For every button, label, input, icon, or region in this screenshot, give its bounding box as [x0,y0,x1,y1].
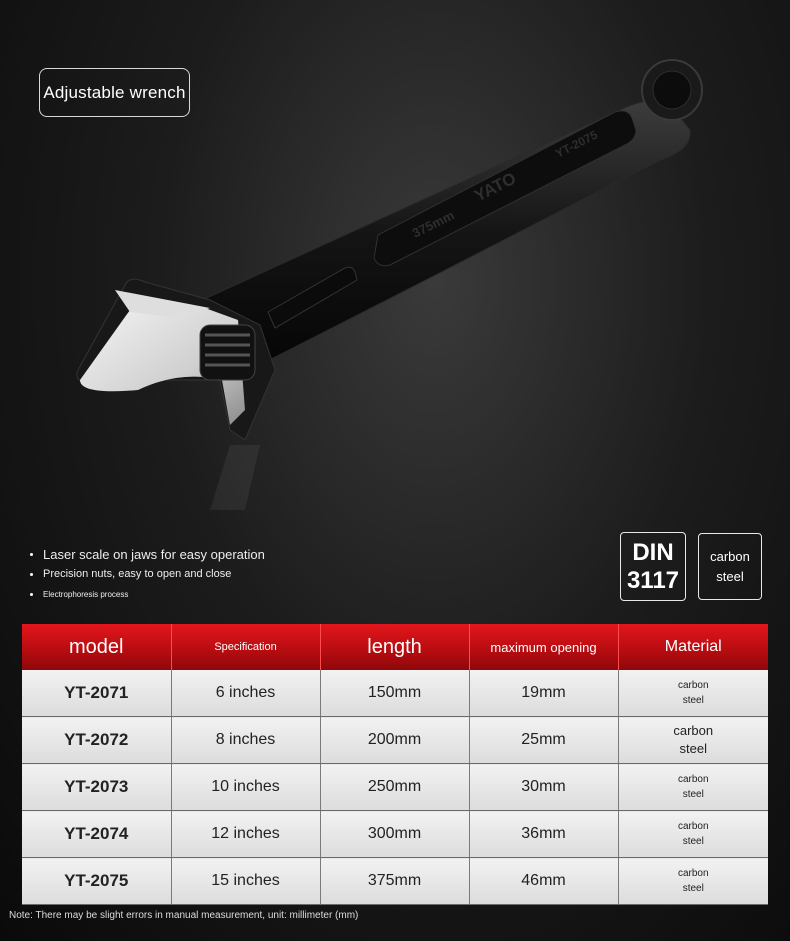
material-line2: steel [716,568,744,584]
cell-length: 250mm [320,764,469,811]
cell-opening: 30mm [469,764,618,811]
material-word: steel [682,789,704,800]
material-badge [698,533,762,600]
wrench-engraving-size: 375mm [409,207,457,241]
din-number: 3117 [626,566,680,594]
material-word: steel [682,883,704,894]
header-specification: Specification [171,624,320,670]
cell-length: 150mm [320,670,469,717]
table-row [22,670,768,717]
product-title: Adjustable wrench [39,68,190,117]
bullet-icon [30,593,33,596]
cell-model: YT-2073 [22,764,171,811]
feature-item [30,584,265,604]
material-line1: carbon [710,548,750,564]
cell-material [618,811,768,858]
material-word: carbon [673,723,714,738]
header-model: model [22,624,171,670]
din-label: DIN [632,538,674,566]
cell-spec: 6 inches [171,670,320,717]
material-word: steel [682,695,704,706]
cell-length: 300mm [320,811,469,858]
cell-model: YT-2072 [22,717,171,764]
material-word: carbon [677,774,709,785]
bullet-icon [30,553,33,556]
cell-model: YT-2075 [22,858,171,905]
material-word: steel [679,741,707,756]
material-word: carbon [677,868,709,879]
feature-list [30,544,265,604]
wrench-engraving-model: YT-2075 [553,127,600,161]
header-max-opening: maximum opening [469,624,618,670]
table-row [22,858,768,905]
cell-spec: 8 inches [171,717,320,764]
cell-length: 200mm [320,717,469,764]
cell-opening: 25mm [469,717,618,764]
header-length: length [320,624,469,670]
wrench-image [60,50,720,510]
material-word: steel [682,836,704,847]
feature-text: Electrophoresis process [43,589,129,599]
header-material: Material [618,624,768,670]
measurement-note: Note: There may be slight errors in manual measurement, unit: millimeter (mm) [9,910,359,921]
table-header-row [22,624,768,670]
table-row [22,811,768,858]
cell-material [618,670,768,717]
material-word: carbon [677,680,709,691]
cell-spec: 10 inches [171,764,320,811]
feature-item [30,544,265,564]
table-row [22,764,768,811]
table-row [22,717,768,764]
wrench-engraving-brand: YATO [471,168,520,206]
cell-material [618,764,768,811]
cell-material [618,858,768,905]
cell-model: YT-2071 [22,670,171,717]
cell-opening: 36mm [469,811,618,858]
feature-item [30,564,265,584]
din-badge [620,532,686,601]
spec-table [22,624,768,905]
cell-spec: 15 inches [171,858,320,905]
feature-text: Precision nuts, easy to open and close [43,568,232,580]
cell-material [618,717,768,764]
cell-opening: 19mm [469,670,618,717]
material-word: carbon [677,821,709,832]
feature-text: Laser scale on jaws for easy operation [43,546,265,562]
cell-spec: 12 inches [171,811,320,858]
worm-nut [200,325,255,380]
cell-opening: 46mm [469,858,618,905]
cell-length: 375mm [320,858,469,905]
bullet-icon [30,573,33,576]
cell-model: YT-2074 [22,811,171,858]
